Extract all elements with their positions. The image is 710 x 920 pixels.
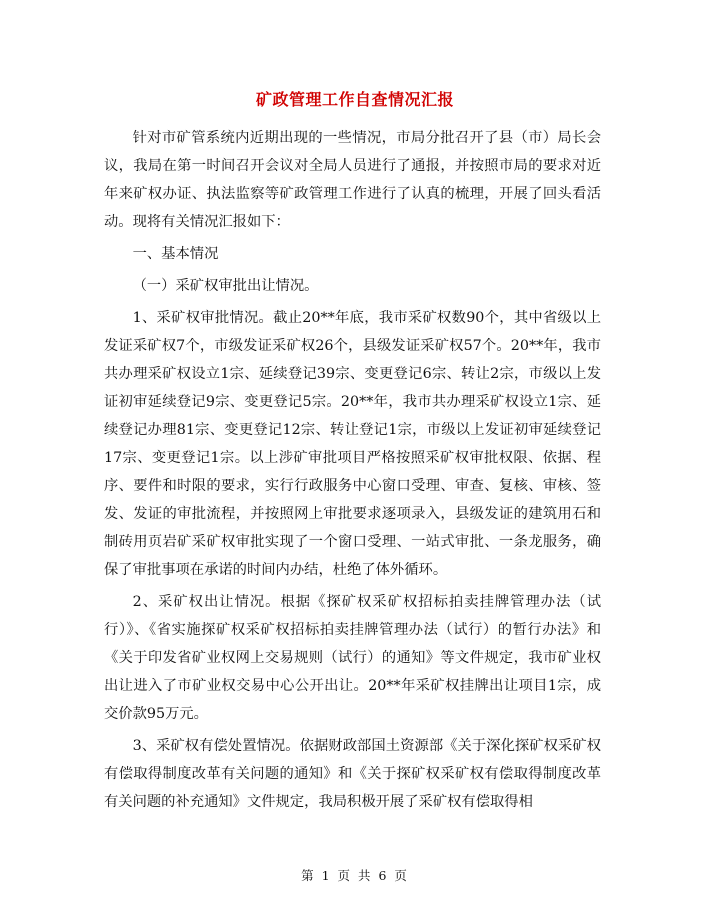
paragraph-approval-situation: 1、采矿权审批情况。截止20**年底，我市采矿权数90个，其中省级以上发证采矿权7个，市级发证采矿权26个，县级发证采矿权57个。20**年，我市共办理采矿权设立1宗、延续登记39宗、变更登记6宗、转让2宗，市级以上发证初审延续登记9宗、变更登记5宗。20**年，我市共办理采矿权设立1宗、延续登记办理81宗、变更登记12宗、转让登记1宗，市级以上发证初审延续登记17宗、变更登记1宗。以上涉矿审批项目严格按照采矿权审批权限、依据、程序、要件和时限的要求，实行行政服务中心窗口受理、审查、复核、审核、签发、发证的审批流程，并按照网上审批要求逐项录入，县级发证的建筑用石和制砖用页岩矿采矿权审批实现了一个窗口受理、一站式审批、一条龙服务，确保了审批事项在承诺的时间内办结，杜绝了体外循环。 [104, 310, 601, 578]
subsection-heading-approval-transfer: （一）采矿权审批出让情况。 [132, 278, 319, 294]
section-heading-basic-situation: 一、基本情况 [132, 246, 219, 262]
document-body [104, 124, 601, 820]
paragraph-compensation-situation: 3、采矿权有偿处置情况。依据财政部国土资源部《关于深化探矿权采矿权有偿取得制度改革有关问题的通知》和《关于探矿权采矿权有偿取得制度改革有关问题的补充通知》文件规定，我局积极开展了采矿权有偿取得相 [104, 738, 601, 810]
paragraph-transfer-situation: 2、采矿权出让情况。根据《探矿权采矿权招标拍卖挂牌管理办法（试行）》、《省实施探矿权采矿权招标拍卖挂牌管理办法（试行）的暂行办法》和《关于印发省矿业权网上交易规则（试行）的通知》等文件规定，我市矿业权出让进入了市矿业权交易中心公开出让。20**年采矿权挂牌出让项目1宗，成交价款95万元。 [104, 594, 601, 722]
document-title: 矿政管理工作自查情况汇报 [255, 90, 454, 109]
intro-paragraph: 针对市矿管系统内近期出现的一些情况，市局分批召开了县（市）局长会议，我局在第一时间召开会议对全局人员进行了通报，并按照市局的要求对近年来矿权办证、执法监察等矿政管理工作进行了认真的梳理，开展了回头看活动。现将有关情况汇报如下： [104, 130, 601, 230]
page-footer: 第 1 页 共 6 页 [301, 868, 409, 883]
